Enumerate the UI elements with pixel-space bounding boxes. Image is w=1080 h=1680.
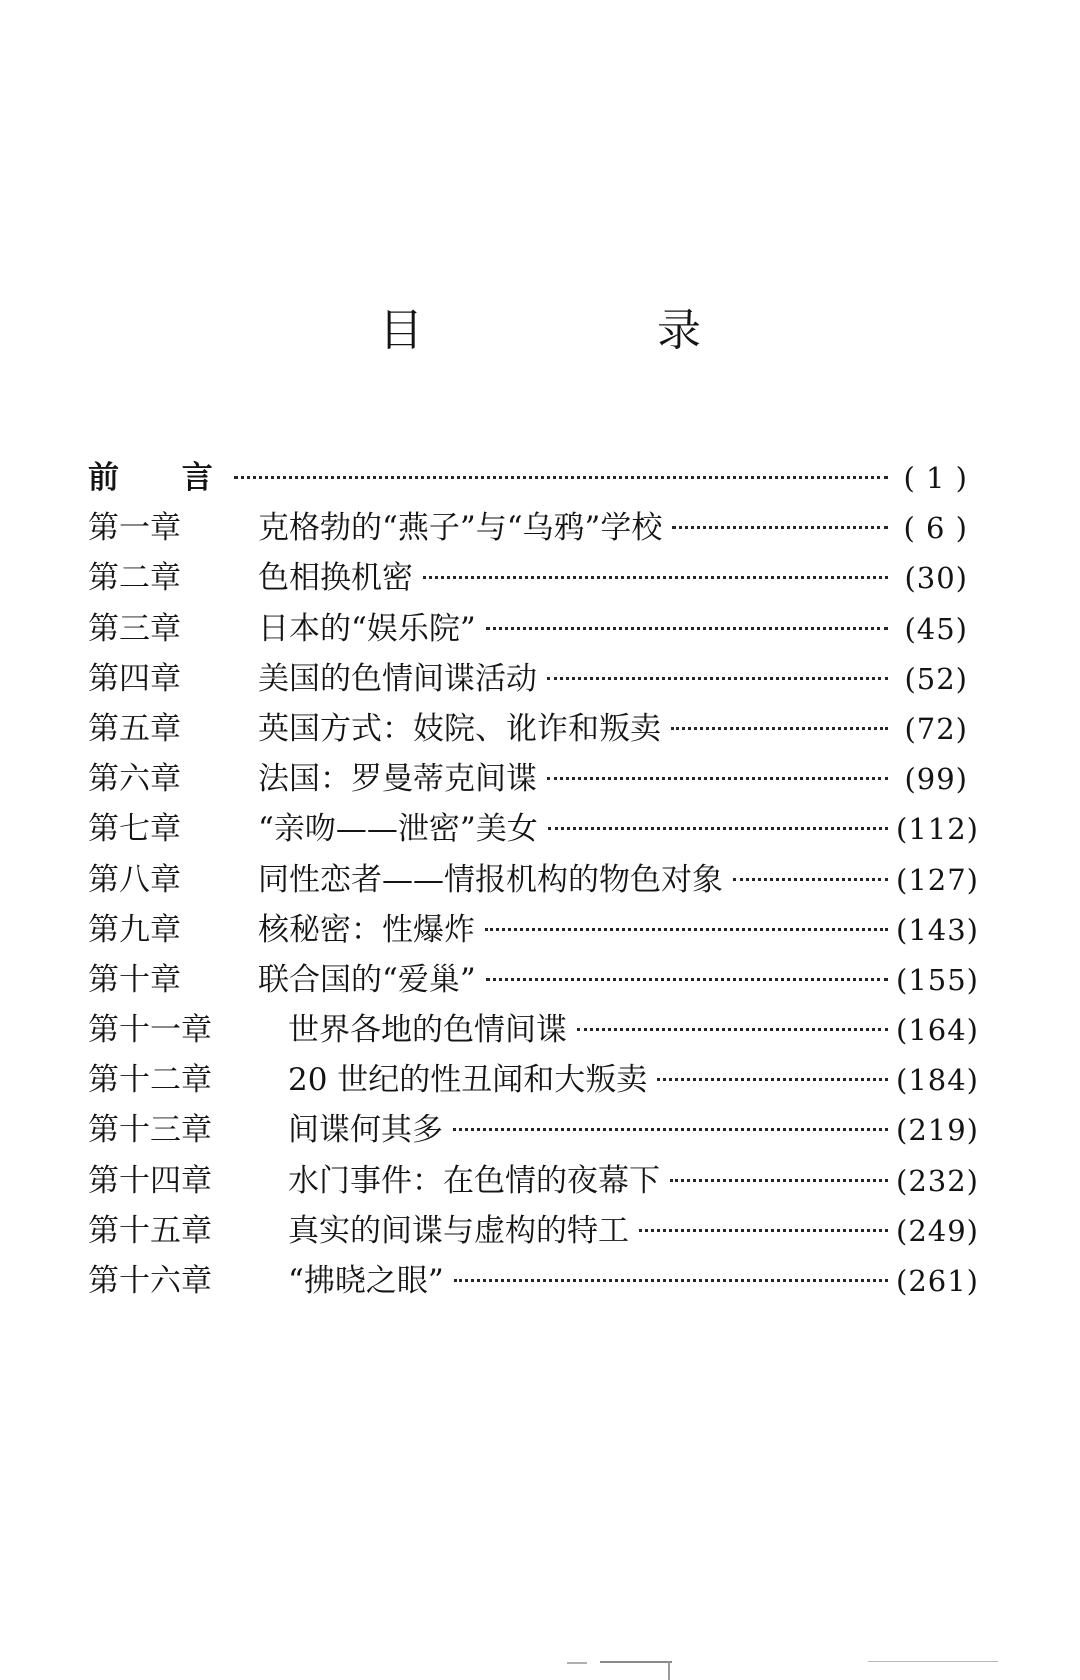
dot-leader xyxy=(453,1128,888,1131)
toc-entry-label: 第七章 xyxy=(88,811,181,848)
toc-entry[interactable] xyxy=(88,804,979,854)
toc-entry-label: 第十二章 xyxy=(88,1062,212,1099)
toc-entry-label: 第八章 xyxy=(88,861,181,898)
toc-entry-title: 克格勃的“燕子”与“乌鸦”学校 xyxy=(258,510,663,547)
toc-entry-page: (112) xyxy=(896,812,979,847)
table-of-contents xyxy=(88,453,979,1306)
toc-entry-page: (99) xyxy=(904,762,968,797)
toc-entry-page: (232) xyxy=(896,1163,979,1198)
toc-entry-page: ( 6 ) xyxy=(903,511,968,546)
toc-entry-label: 前 言 xyxy=(88,460,239,496)
toc-entry-label: 第三章 xyxy=(88,610,181,647)
toc-entry-label: 第十六章 xyxy=(88,1263,212,1299)
toc-entry-page: (143) xyxy=(896,912,979,947)
toc-entry[interactable] xyxy=(88,1005,979,1055)
toc-entry-title: 世界各地的色情间谍 xyxy=(288,1012,567,1049)
toc-entry[interactable] xyxy=(88,1105,979,1155)
toc-entry[interactable] xyxy=(88,1156,979,1206)
toc-entry-title: 色相换机密 xyxy=(258,560,413,597)
dot-leader xyxy=(733,878,888,881)
toc-entry-title: 核秘密：性爆炸 xyxy=(258,911,475,948)
toc-entry[interactable] xyxy=(88,1256,979,1306)
dot-leader xyxy=(423,576,888,579)
toc-entry-page: (72) xyxy=(904,711,968,746)
dot-leader xyxy=(234,476,888,479)
toc-entry-label: 第十章 xyxy=(88,961,181,998)
toc-entry[interactable] xyxy=(88,704,968,754)
toc-entry-label: 第十一章 xyxy=(88,1012,212,1049)
toc-entry-title: 间谍何其多 xyxy=(288,1112,443,1149)
toc-entry-label: 第十五章 xyxy=(88,1212,212,1249)
toc-entry-label: 第五章 xyxy=(88,710,181,747)
toc-entry[interactable] xyxy=(88,1055,979,1105)
dot-leader xyxy=(547,777,888,780)
scan-artifact-line xyxy=(600,1661,672,1663)
dot-leader xyxy=(657,1078,888,1081)
toc-entry[interactable] xyxy=(88,553,968,603)
dot-leader xyxy=(548,827,888,830)
toc-entry-title: 英国方式：妓院、讹诈和叛卖 xyxy=(258,710,661,747)
toc-entry-preface[interactable] xyxy=(88,453,968,503)
toc-entry-page: (219) xyxy=(896,1113,979,1148)
toc-entry-title: “拂晓之眼” xyxy=(288,1263,444,1299)
scan-artifact-line xyxy=(668,1662,670,1680)
toc-entry-title: “亲吻——泄密”美女 xyxy=(258,811,538,848)
toc-entry-page: (127) xyxy=(896,862,979,897)
toc-entry[interactable] xyxy=(88,654,968,704)
dot-leader xyxy=(547,677,888,680)
toc-entry-title: 法国：罗曼蒂克间谍 xyxy=(258,761,537,798)
toc-entry-page: (184) xyxy=(896,1063,979,1098)
toc-entry-title: 日本的“娱乐院” xyxy=(258,610,476,647)
toc-entry-page: (261) xyxy=(896,1264,979,1298)
toc-entry-page: ( 1 ) xyxy=(903,461,968,495)
toc-entry-label: 第六章 xyxy=(88,761,181,798)
scan-artifact-line xyxy=(868,1661,998,1662)
toc-entry-page: (45) xyxy=(904,611,968,646)
toc-entry-title: 真实的间谍与虚构的特工 xyxy=(288,1212,629,1249)
toc-entry-label: 第一章 xyxy=(88,510,181,547)
toc-entry-label: 第十四章 xyxy=(88,1162,212,1199)
toc-entry-label: 第九章 xyxy=(88,911,181,948)
toc-entry[interactable] xyxy=(88,905,979,955)
dot-leader xyxy=(486,978,888,981)
toc-entry-title: 水门事件：在色情的夜幕下 xyxy=(288,1162,660,1199)
toc-entry-title: 20 世纪的性丑闻和大叛卖 xyxy=(288,1062,648,1099)
scan-artifact-line xyxy=(567,1662,587,1664)
dot-leader xyxy=(671,727,888,730)
toc-entry-page: (30) xyxy=(904,561,968,596)
toc-entry-page: (155) xyxy=(896,962,979,997)
toc-entry[interactable] xyxy=(88,503,968,553)
toc-entry-title: 联合国的“爱巢” xyxy=(258,961,476,998)
toc-entry-label: 第四章 xyxy=(88,660,181,697)
dot-leader xyxy=(639,1229,888,1232)
toc-entry-label: 第二章 xyxy=(88,560,181,597)
page-title: 目 录 xyxy=(379,305,811,357)
dot-leader xyxy=(454,1279,888,1282)
dot-leader xyxy=(670,1179,888,1182)
toc-entry[interactable] xyxy=(88,1206,979,1256)
dot-leader xyxy=(486,627,888,630)
toc-entry[interactable] xyxy=(88,955,979,1005)
toc-entry[interactable] xyxy=(88,604,968,654)
toc-entry-page: (52) xyxy=(904,661,968,696)
toc-entry-title: 同性恋者——情报机构的物色对象 xyxy=(258,861,723,898)
dot-leader xyxy=(485,928,888,931)
dot-leader xyxy=(577,1028,888,1031)
toc-entry[interactable] xyxy=(88,855,979,905)
toc-entry[interactable] xyxy=(88,754,968,804)
dot-leader xyxy=(672,526,888,529)
toc-entry-page: (249) xyxy=(896,1213,979,1248)
toc-entry-page: (164) xyxy=(896,1013,979,1048)
toc-entry-title: 美国的色情间谍活动 xyxy=(258,660,537,697)
toc-entry-label: 第十三章 xyxy=(88,1112,212,1149)
